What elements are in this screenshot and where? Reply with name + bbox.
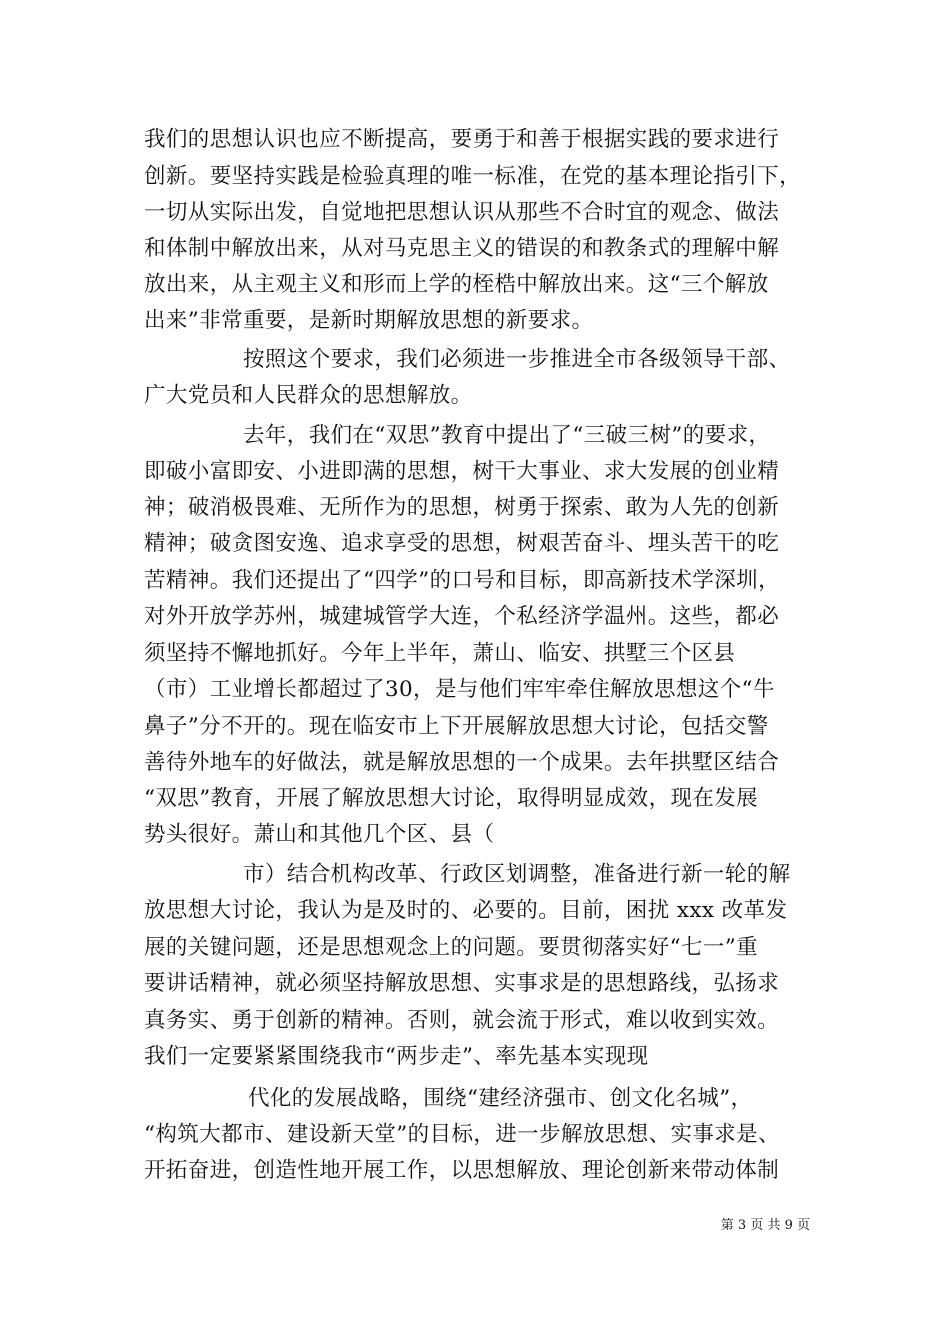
text-line: 市）结合机构改革、行政区划调整，准备进行新一轮的解	[243, 862, 791, 887]
text-line: 精神；破贪图安逸、追求享受的思想，树艰苦奋斗、埋头苦干的吃	[144, 531, 780, 556]
text-line: 我们的思想认识也应不断提高，要勇于和善于根据实践的要求进行	[144, 127, 780, 152]
text-line: “双思”教育，开展了解放思想大讨论，取得明显成效，现在发展	[144, 786, 759, 811]
text-line: 真务实、勇于创新的精神。否则，就会流于形式，难以收到实效。	[144, 1008, 780, 1033]
text-line: 对外开放学苏州，城建城管学大连，个私经济学温州。这些，都必	[144, 604, 780, 629]
text-line: 创新。要坚持实践是检验真理的唯一标准，在党的基本理论指引下，	[144, 164, 802, 189]
text-line: 即破小富即安、小进即满的思想，树干大事业、求大发展的创业精	[144, 459, 780, 484]
text-line: 和体制中解放出来，从对马克思主义的错误的和教条式的理解中解	[144, 236, 780, 261]
text-line: 须坚持不懈地抓好。今年上半年，萧山、临安、拱墅三个区县	[144, 641, 736, 666]
text-line: 去年，我们在“双思”教育中提出了“三破三树”的要求，	[243, 423, 771, 448]
text-line: “构筑大都市、建设新天堂”的目标，进一步解放思想、实事求是、	[144, 1122, 780, 1147]
text-line: 苦精神。我们还提出了“四学”的口号和目标，即高新技术学深圳，	[144, 568, 780, 593]
text-line: 要讲话精神，就必须坚持解放思想、实事求是的思想路线，弘扬求	[144, 971, 780, 996]
text-line: （市）工业增长都超过了30，是与他们牢牢牵住解放思想这个“牛	[144, 677, 775, 702]
text-line: 鼻子”分不开的。现在临安市上下开展解放思想大讨论，包括交警	[144, 714, 769, 739]
text-line: 开拓奋进，创造性地开展工作，以思想解放、理论创新来带动体制	[144, 1158, 780, 1183]
text-line: 放思想大讨论，我认为是及时的、必要的。目前，困扰 xxx 改革发	[144, 898, 788, 923]
text-line: 出来”非常重要，是新时期解放思想的新要求。	[144, 308, 594, 333]
text-line: 势头很好。萧山和其他几个区、县（	[144, 822, 495, 847]
text-line: 展的关键问题，还是思想观念上的问题。要贯彻落实好“七一”重	[144, 935, 759, 960]
text-line: 我们一定要紧紧围绕我市“两步走”、率先基本实现现	[144, 1044, 649, 1069]
text-line: 代化的发展战略，围绕“建经济强市、创文化名城”，	[248, 1086, 753, 1111]
text-line: 善待外地车的好做法，就是解放思想的一个成果。去年拱墅区结合	[144, 750, 780, 775]
text-line: 按照这个要求，我们必须进一步推进全市各级领导干部、	[243, 347, 791, 372]
text-line: 放出来，从主观主义和形而上学的桎梏中解放出来。这“三个解放	[144, 272, 769, 297]
text-line: 一切从实际出发，自觉地把思想认识从那些不合时宜的观念、做法	[144, 200, 780, 225]
text-line: 广大党员和人民群众的思想解放。	[144, 383, 473, 408]
page-number: 第 3 页 共 9 页	[720, 1218, 810, 1233]
text-line: 神；破消极畏难、无所作为的思想，树勇于探索、敢为人先的创新	[144, 495, 780, 520]
